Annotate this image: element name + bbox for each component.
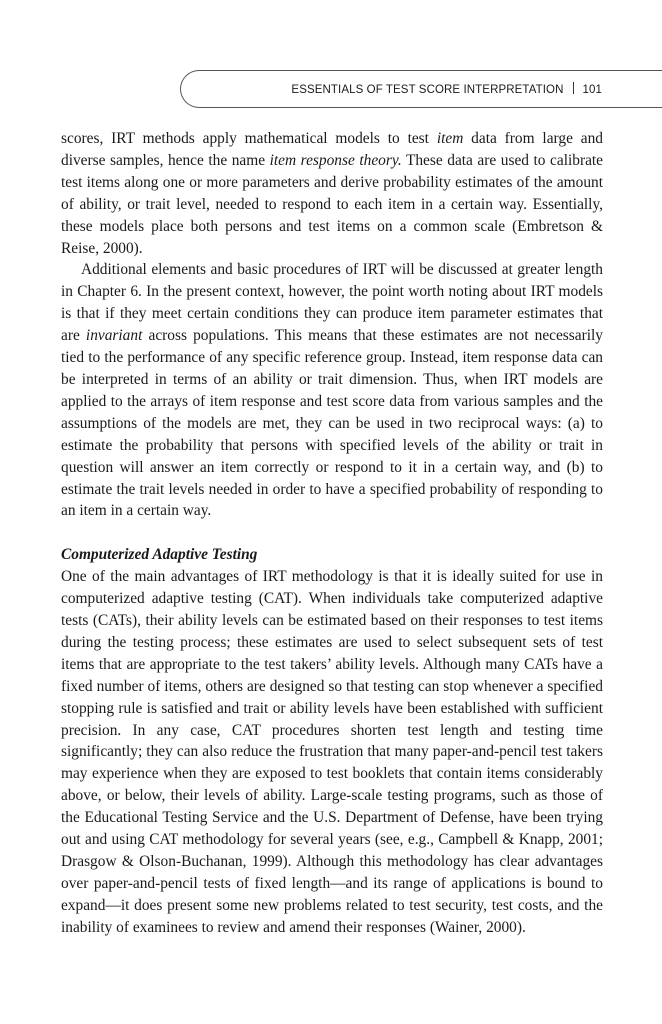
page-number: 101 [582, 84, 602, 96]
section-paragraph: One of the main advantages of IRT methodology is that it is ideally suited for use in computerized adaptive testing (CAT). When individuals take computerized adaptive tests (CATs), their ability levels can be estimated based on their responses to test items during the testing process; these estimates are used to select subsequent sets of test items that are appropriate to the test takers’ ability levels. Although many CATs have a fixed number of items, others are designed so that testing can stop whenever a specified stopping rule is satisfied and trait or ability levels have been established with sufficient precision. In any case, CAT procedures shorten test length and testing time significantly; they can also reduce the frustration that many paper-and-pencil test takers may experience when they are exposed to test booklets that contain items considerably above, or below, their levels of ability. Large-scale testing programs, such as those of the Educational Testing Service and the U.S. Department of Defense, have been trying out and using CAT methodology for several years (see, e.g., Campbell & Knapp, 2001; Drasgow & Olson-Buchanan, 1999). Although this methodology has clear advantages over paper-and-pencil tests of fixed length—and its range of applications is bound to expand—it does present some new problems related to test security, test costs, and the inability of examinees to review and amend their responses (Wainer, 2000). [61, 568, 603, 936]
paragraph-1-emphasis-b: item response theory. [269, 151, 402, 169]
paragraph-2-emphasis: invariant [85, 327, 143, 345]
running-head [291, 82, 602, 96]
paragraph-2-text-b: across populations. This means that these estimates are not necessarily tied to the performance of any specific reference group. Instead, item response data can be interpreted in terms of an ability or trait dimension. Thus, when IRT models are applied to the arrays of item response and test score data from various samples and the assumptions of the models are met, they can be used in two reciprocal ways: (a) to estimate the probability that persons with specified levels of the ability or trait in question will answer an item correctly or respond to it in a certain way, and (b) to estimate the trait levels needed in order to have a specified probability of responding to an item in a certain way. [61, 327, 603, 520]
paragraph-1-text-a: scores, IRT methods apply mathematical models to test [61, 130, 437, 147]
paragraph-1-text-b: data from large and diverse samples, hence the name [61, 130, 603, 169]
paragraph-1-emphasis-a: item [436, 130, 464, 147]
body-text [61, 128, 603, 939]
paragraph-1-text-c: These data are used to calibrate test items along one or more parameters and derive probability estimates of the amount of ability, or trait level, needed to respond to each item in a certain way. Essentially, these models place both persons and test items on a common scale (Embretson & Reise, 2000). [61, 151, 604, 257]
paragraph-2-text-a: Additional elements and basic procedures of IRT will be discussed at greater length in Chapter 6. In the present context, however, the point worth noting about IRT models is that if they meet certain conditions they can produce item parameter estimates that are [61, 261, 603, 345]
section-heading: Computerized Adaptive Testing [61, 546, 258, 564]
paragraph-2 [61, 259, 603, 522]
running-head-separator [573, 82, 574, 94]
running-head-title: ESSENTIALS OF TEST SCORE INTERPRETATION [291, 84, 564, 96]
paragraph-1 [61, 128, 603, 259]
